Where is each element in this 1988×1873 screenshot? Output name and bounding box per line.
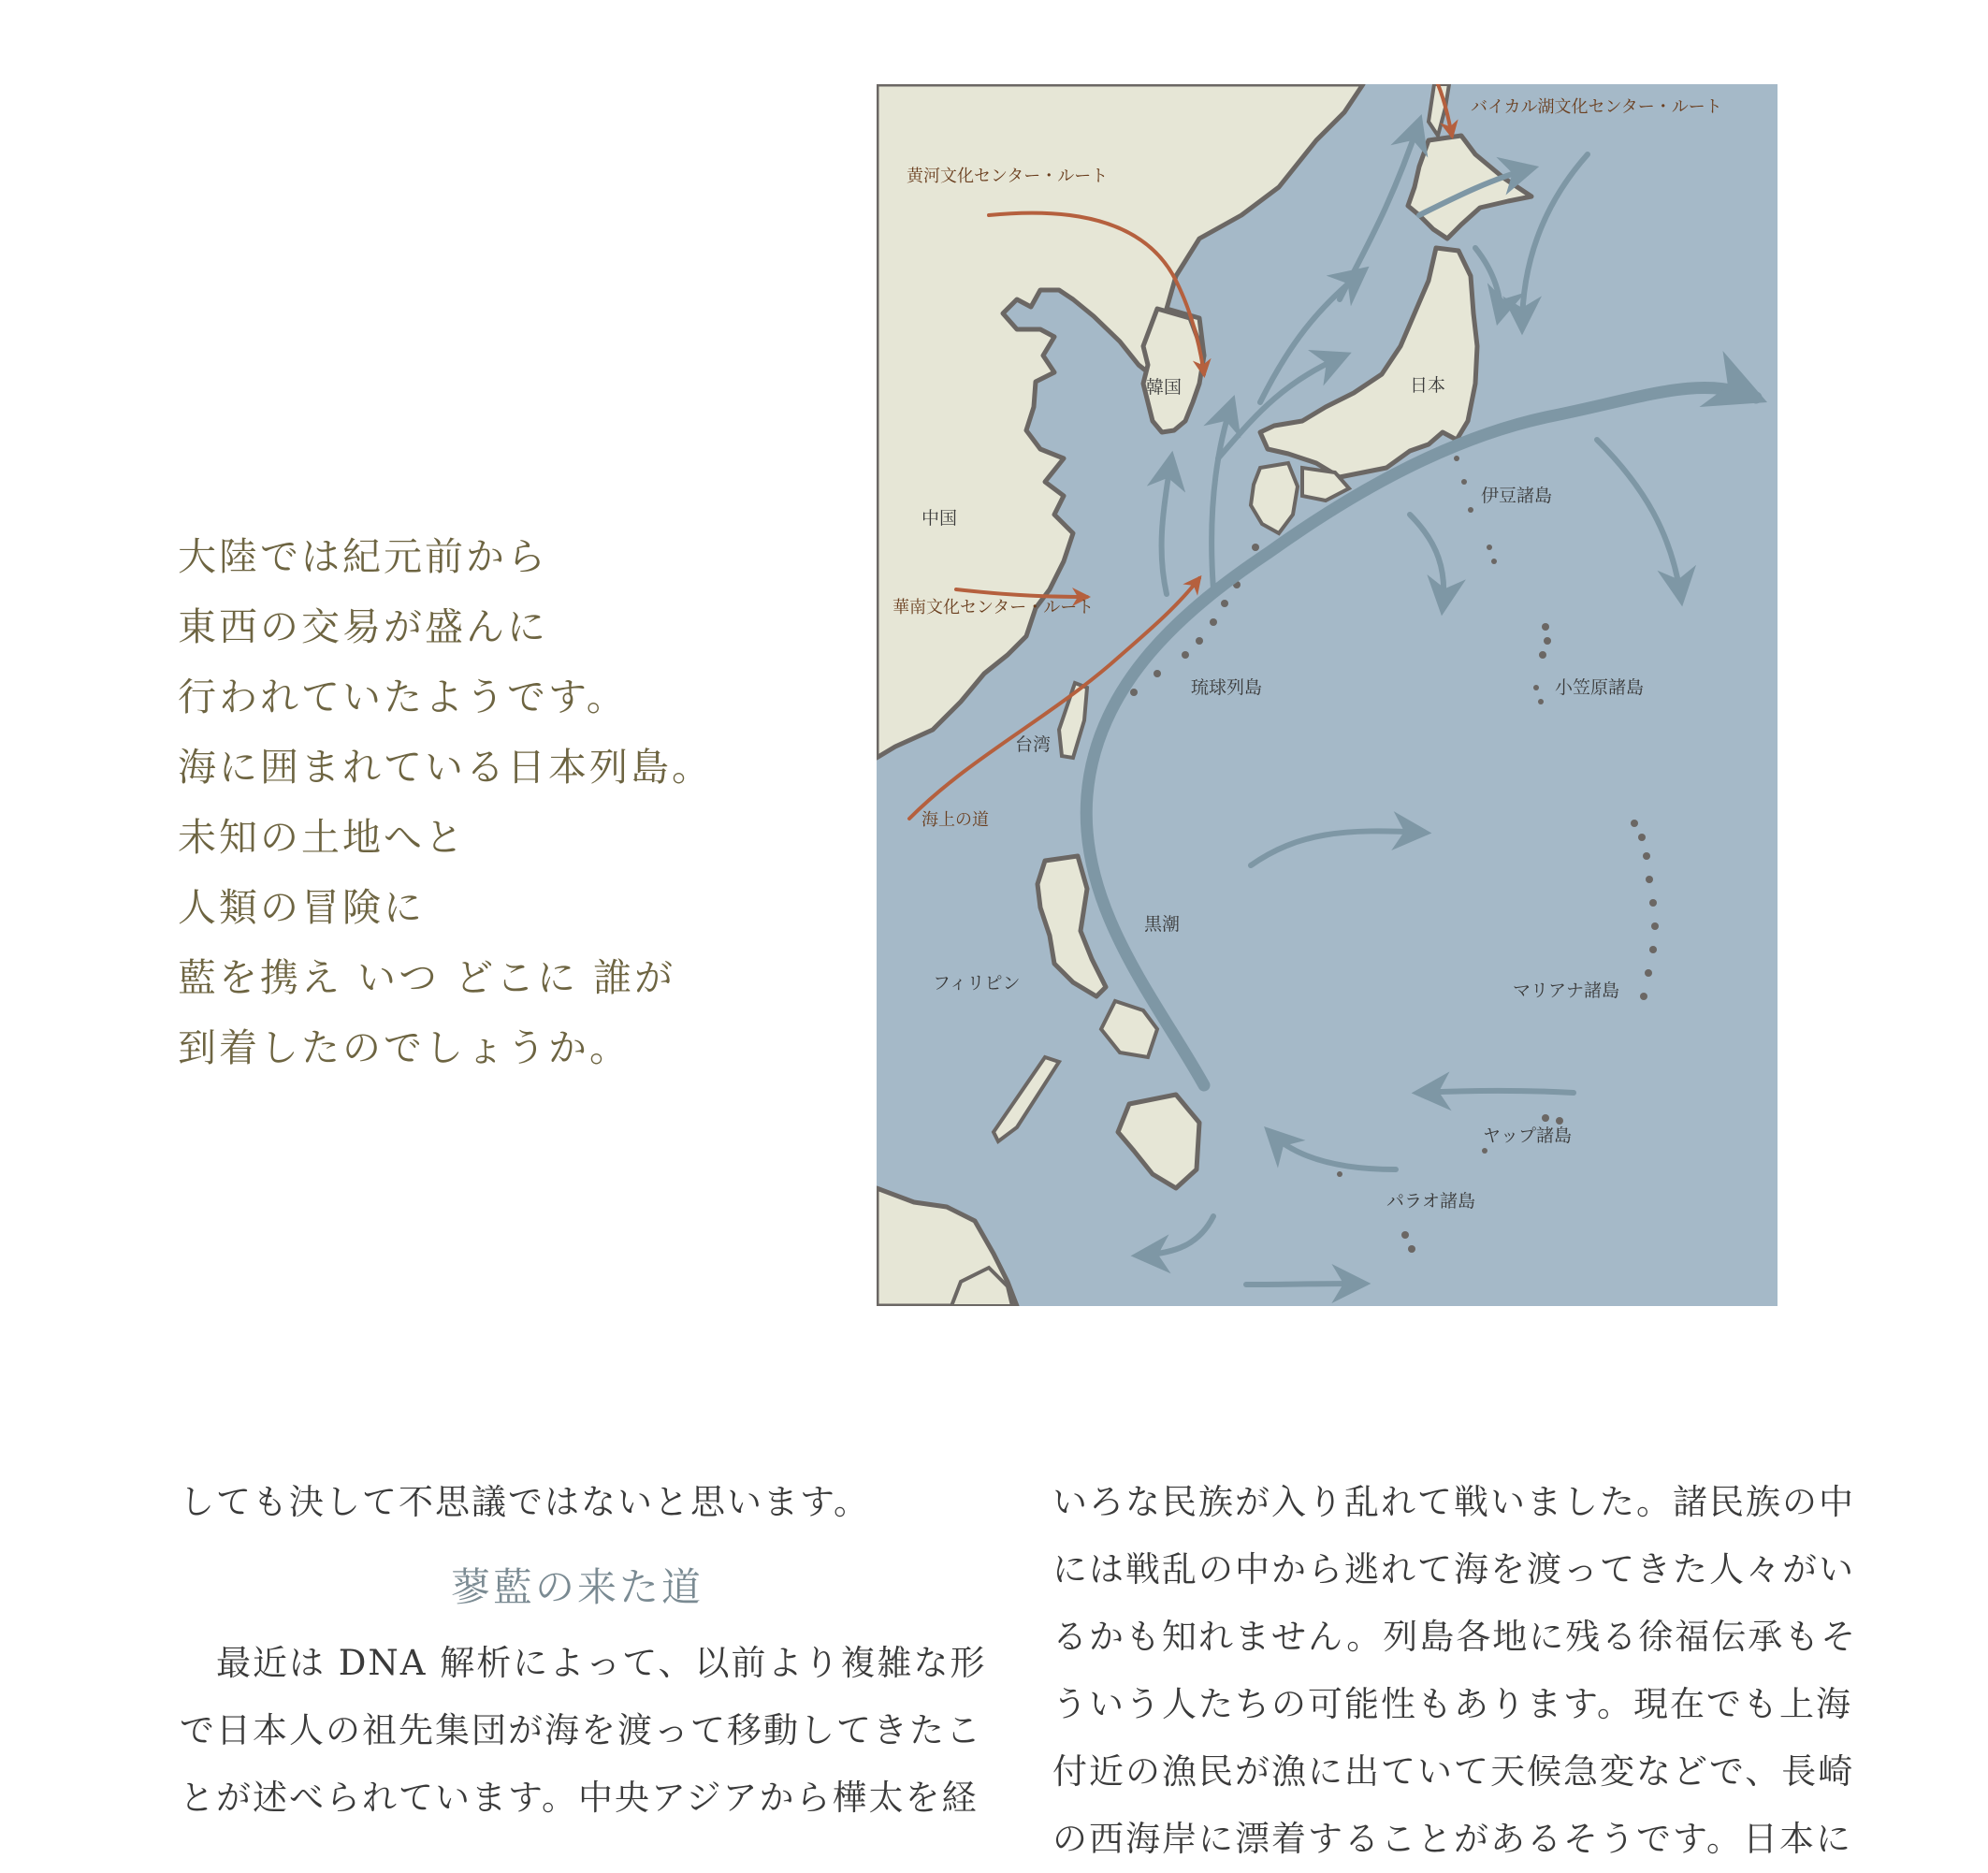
taiwan-label: 台湾: [1015, 734, 1052, 755]
section-heading: 蓼藍の来た道: [450, 1564, 704, 1610]
body-line: とが述べられています。中央アジアから樺太を経: [180, 1778, 979, 1818]
sea-route-label: 海上の道: [921, 810, 989, 830]
korea-label: 韓国: [1146, 377, 1183, 398]
body-line: 付近の漁民が漁に出ていて天候急変などで、長崎: [1052, 1751, 1855, 1792]
poem-line: 行われていたようです。: [178, 675, 628, 719]
poem-line: 未知の土地へと: [178, 815, 466, 860]
body-line: るかも知れません。列島各地に残る徐福伝承もそ: [1052, 1617, 1858, 1657]
body-line: ういう人たちの可能性もあります。現在でも上海: [1052, 1684, 1853, 1724]
poem-line: 東西の交易が盛んに: [178, 604, 548, 649]
mariana-label: マリアナ諸島: [1513, 980, 1620, 1001]
baikal-route-label: バイカル湖文化センター・ルート: [1471, 97, 1722, 117]
poem-line: 到着したのでしょうか。: [178, 1025, 631, 1070]
ogasawara-label: 小笠原諸島: [1555, 677, 1645, 698]
body-line: 最近は DNA 解析によって、以前より複雑な形: [180, 1643, 987, 1683]
body-line: には戦乱の中から逃れて海を渡ってきた人々がい: [1052, 1549, 1855, 1590]
poem-line: 藍を携え いつ どこに 誰が: [178, 955, 676, 1000]
body-line: で日本人の祖先集団が海を渡って移動してきたこ: [180, 1710, 982, 1750]
article-column-left: [180, 1469, 987, 1832]
poem-line: 大陸では紀元前から: [178, 534, 548, 579]
huanghe-route-label: 黄河文化センター・ルート: [907, 167, 1109, 186]
china-label: 中国: [921, 508, 958, 529]
kuroshio-label: 黒潮: [1144, 914, 1181, 935]
izu-label: 伊豆諸島: [1481, 486, 1553, 506]
huanan-route-label: 華南文化センター・ルート: [892, 598, 1095, 617]
body-line: しても決して不思議ではないと思います。: [180, 1482, 871, 1522]
article-column-right: [1052, 1469, 1858, 1873]
poem-line: 人類の冒険に: [178, 885, 425, 930]
poem-line: 海に囲まれている日本列島。: [178, 745, 713, 790]
palau-label: パラオ諸島: [1386, 1191, 1476, 1212]
body-line: いろな民族が入り乱れて戦いました。諸民族の中: [1052, 1482, 1855, 1522]
poem: [178, 522, 713, 1083]
ryukyu-label: 琉球列島: [1191, 677, 1263, 698]
japan-label: 日本: [1410, 375, 1446, 396]
migration-route-map: [877, 84, 1778, 1306]
body-line: の西海岸に漂着することがあるそうです。日本に: [1052, 1819, 1853, 1859]
philippines-label: フィリピン: [933, 973, 1021, 994]
yap-label: ヤップ諸島: [1483, 1125, 1573, 1146]
